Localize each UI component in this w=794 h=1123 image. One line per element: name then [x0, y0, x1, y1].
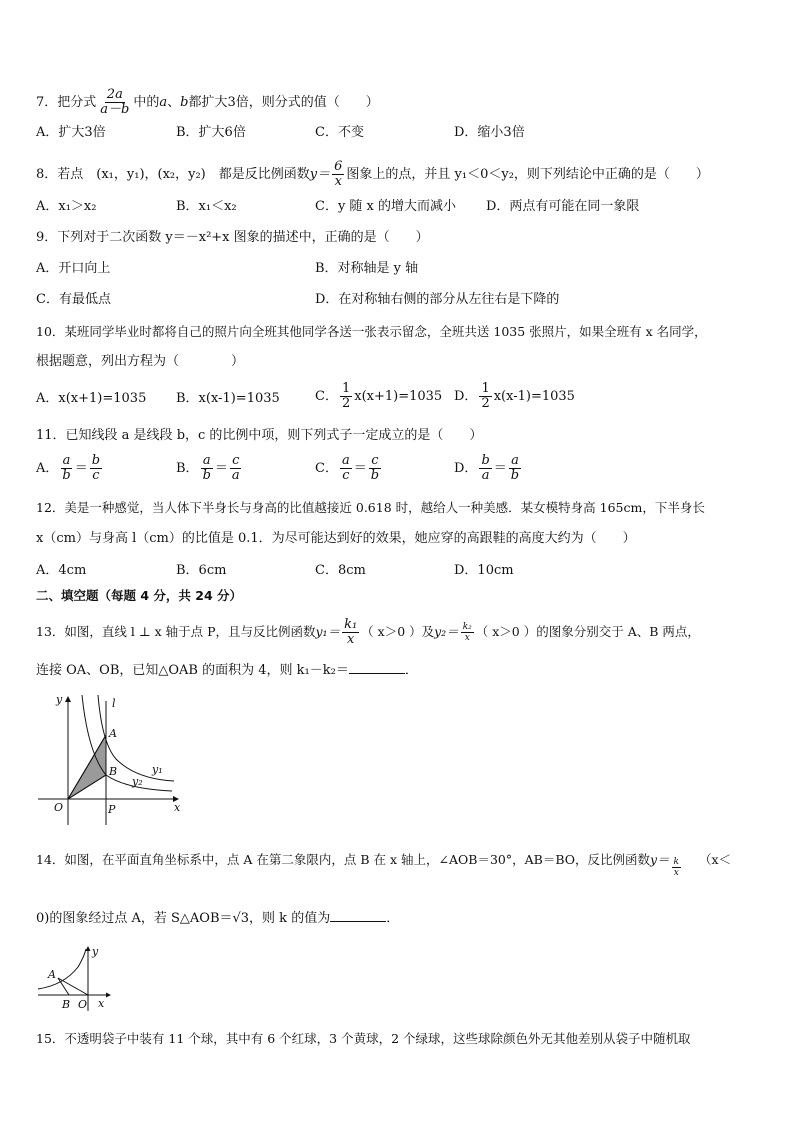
section-title-fill-in: 二、填空题（每题 4 分，共 24 分） — [36, 588, 243, 603]
q15-stem: 15．不透明袋子中装有 11 个球，其中有 6 个红球，3 个黄球，2 个绿球，这些球除颜色外无其他差别从袋子中随机取 — [36, 1031, 691, 1046]
q14-label-x: x — [98, 997, 105, 1010]
q11-option-c[interactable]: C． $\frac{a}{c}$ ＝ $\frac{c}{b}$ — [315, 453, 380, 483]
q11-stem: 11．已知线段 a 是线段 b，c 的比例中项，则下列式子一定成立的是（ ） — [36, 428, 483, 443]
q8-option-a[interactable]: A．x₁＞x₂ — [36, 199, 97, 214]
q11-option-a[interactable]: A． $\frac{a}{b}$ ＝ $\frac{b}{c}$ — [36, 453, 101, 483]
q14-label-y: y — [92, 945, 99, 958]
q13-label-x: x — [174, 801, 181, 814]
q8-option-d[interactable]: D．两点有可能在同一象限 — [486, 199, 640, 214]
q10-stem-line2: 根据题意，列出方程为（ ） — [36, 354, 245, 369]
q14-stem-line2: 0)的图象经过点 A，若 S△AOB＝√3，则 k 的值为 ． — [36, 911, 400, 926]
q9-option-d[interactable]: D．在对称轴右侧的部分从左往右是下降的 — [315, 292, 560, 307]
q10-option-b[interactable]: B．x(x-1)=1035 — [176, 391, 280, 406]
q14-figure — [36, 945, 116, 1015]
q12-option-d[interactable]: D．10cm — [454, 563, 514, 578]
q13-label-y2: y₂ — [132, 775, 143, 788]
q10-stem-line1: 10．某班同学毕业时都将自己的照片向全班其他同学各送一张表示留念，全班共送 1035 张照片，如果全班有 x 名同学， — [36, 324, 707, 339]
q12-option-b[interactable]: B．6cm — [176, 563, 227, 578]
q13-label-y1: y₁ — [152, 763, 163, 776]
q13-label-p: P — [108, 803, 116, 816]
q9-option-b[interactable]: B．对称轴是 y 轴 — [315, 261, 419, 276]
q13-answer-blank[interactable] — [349, 661, 405, 674]
q14-segment-oa — [58, 978, 88, 995]
q13-label-b: B — [109, 765, 118, 778]
q14-label-o: O — [78, 998, 88, 1011]
q8-option-c[interactable]: C．y 随 x 的增大而减小 — [315, 199, 457, 214]
q12-option-a[interactable]: A．4cm — [36, 563, 87, 578]
q7-stem: 7．把分式 $\frac{2a}{a-b}$ 中的a、b都扩大3倍，则分式的值（ ） — [36, 87, 379, 117]
q9-option-c[interactable]: C．有最低点 — [36, 292, 111, 307]
q13-figure — [36, 693, 186, 828]
q13-label-l: l — [112, 697, 116, 710]
q11-option-d[interactable]: D． $\frac{b}{a}$ ＝ $\frac{a}{b}$ — [454, 453, 520, 483]
q12-option-c[interactable]: C．8cm — [315, 563, 366, 578]
q12-stem-line1: 12．美是一种感觉，当人体下半身长与身高的比值越接近 0.618 时，越给人一种美感．某女模特身高 165cm，下半身长 — [36, 500, 705, 515]
q7-option-c[interactable]: C．不变 — [315, 125, 364, 140]
q8-stem: 8．若点 (x₁，y₁)，(x₂，y₂) 都是反比例函数y＝ $\frac{6}{x}$ 图象上的点，并且 y₁＜0＜y₂，则下列结论中正确的是（ ） — [36, 159, 709, 189]
q9-option-a[interactable]: A．开口向上 — [36, 261, 111, 276]
q13-label-o: O — [54, 801, 64, 814]
q8-option-b[interactable]: B．x₁＜x₂ — [176, 199, 237, 214]
q13-stem-line2: 连接 OA、OB，已知△OAB 的面积为 4，则 k₁－k₂＝ ． — [36, 663, 418, 678]
q10-option-a[interactable]: A．x(x+1)=1035 — [36, 391, 147, 406]
q10-option-c[interactable]: C． $\frac{1}{2}$ x(x+1)=1035 — [315, 381, 443, 411]
q14-stem-line1: 14．如图，在平面直角坐标系中，点 A 在第二象限内，点 B 在 x 轴上，∠AOB＝30°，AB＝BO，反比例函数y＝ $\frac{k}{x}$ （x＜ — [36, 852, 732, 878]
q14-answer-blank[interactable] — [330, 909, 386, 922]
q13-stem-line1: 13．如图，直线 l ⊥ x 轴于点 P，且与反比例函数y₁＝ $\frac{\text{k₁}}{x}$ （ x＞0 ）及y₂＝ $\frac{\text{k₂}}{x}$ （ x＞0 ）的图象分别交于 A、B 两点， — [36, 617, 700, 647]
q7-option-a[interactable]: A．扩大3倍 — [36, 125, 106, 140]
q8-fraction: $\frac{6}{x}$ — [334, 159, 343, 189]
q9-stem: 9．下列对于二次函数 y＝－x²+x 图象的描述中，正确的是（ ） — [36, 230, 429, 245]
q11-option-b[interactable]: B． $\frac{a}{b}$ ＝ $\frac{c}{a}$ — [176, 453, 240, 483]
q7-fraction: $\frac{2a}{a-b}$ — [100, 87, 130, 117]
q13-label-y: y — [56, 693, 63, 706]
q12-stem-line2: x（cm）与身高 l（cm）的比值是 0.1．为尽可能达到好的效果，她应穿的高跟鞋的高度大约为（ ） — [36, 531, 636, 546]
q14-label-b: B — [62, 998, 71, 1011]
q10-option-d[interactable]: D． $\frac{1}{2}$ x(x-1)=1035 — [454, 381, 575, 411]
q7-option-d[interactable]: D．缩小3倍 — [454, 125, 525, 140]
q7-option-b[interactable]: B．扩大6倍 — [176, 125, 246, 140]
q13-label-a: A — [109, 727, 117, 740]
q14-curve — [38, 949, 86, 989]
q14-label-a: A — [48, 968, 56, 981]
